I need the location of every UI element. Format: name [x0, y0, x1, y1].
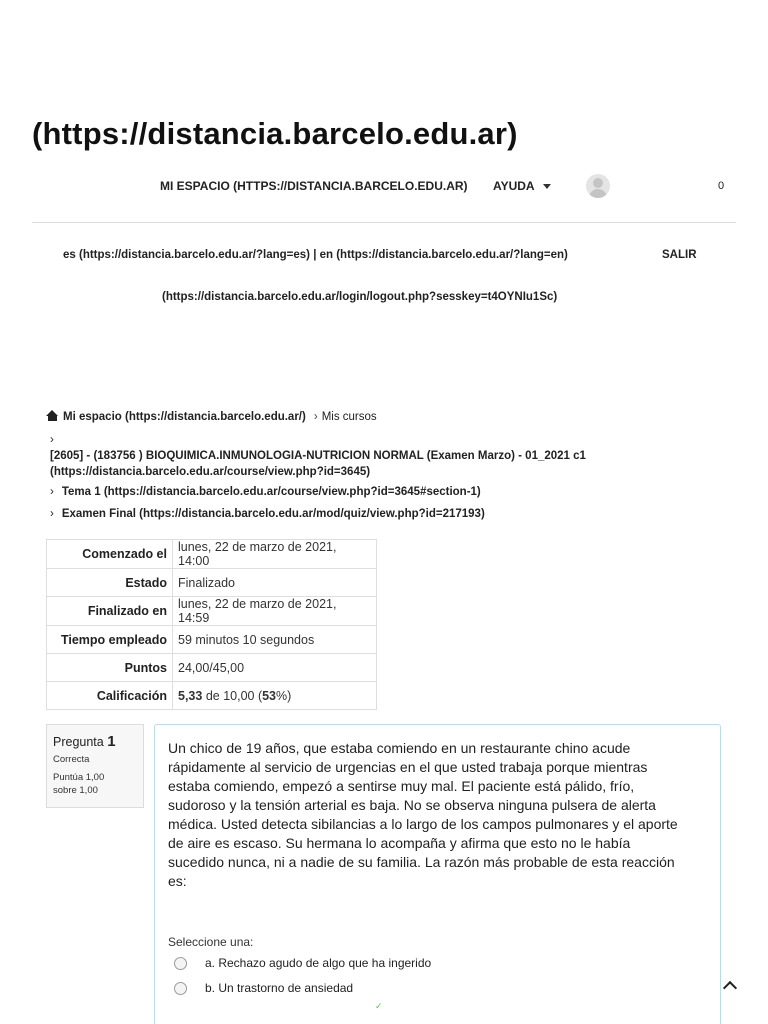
- table-row: [47, 654, 377, 682]
- summary-label: Tiempo empleado: [47, 626, 173, 654]
- nav-ayuda-label: AYUDA: [493, 179, 535, 193]
- breadcrumb-mis-cursos[interactable]: Mis cursos: [321, 411, 377, 423]
- question-grade: [53, 771, 137, 797]
- header-divider: [32, 222, 736, 223]
- logout-url[interactable]: (https://distancia.barcelo.edu.ar/login/logout.php?sesskey=t4OYNIu1Sc): [162, 291, 558, 303]
- table-row: [47, 626, 377, 654]
- caret-down-icon: [543, 184, 551, 189]
- radio-button[interactable]: [174, 957, 187, 970]
- option-label: b. Un trastorno de ansiedad: [205, 981, 354, 995]
- breadcrumb-examen-link[interactable]: Examen Final (https://distancia.barcelo.edu.ar/mod/quiz/view.php?id=217193): [61, 508, 485, 520]
- question-number: [53, 733, 137, 750]
- chevron-right-icon: ›: [50, 508, 54, 520]
- lang-es-link[interactable]: es (https://distancia.barcelo.edu.ar/?lang=es): [63, 249, 310, 261]
- table-row: [47, 569, 377, 597]
- radio-button[interactable]: [174, 982, 187, 995]
- question-text: Un chico de 19 años, que estaba comiendo en un restaurante chino acude rápidamente al servicio de urgencias en el que usted trabaja porque mientras estaba comiendo, empezó a sentirse muy mal. El paciente está pálido, frío, sudoroso y la tensión arterial es baja. No se observa ninguna pulsera de alerta médica. Usted detecta sibilancias a lo largo de los campos pulmonares y el aporte de aire es escaso. Su hermana lo acompaña y afirma que esto no le había sucedido nunca, ni a nadie de su familia. La razón más probable de esta reacción es:: [168, 740, 678, 889]
- site-title[interactable]: (https://distancia.barcelo.edu.ar): [32, 116, 518, 151]
- quiz-summary-table: [46, 539, 377, 710]
- option-label: a. Rechazo agudo de algo que ha ingerido: [205, 956, 432, 970]
- question-number-value: 1: [107, 733, 116, 750]
- breadcrumb-home-link[interactable]: Mi espacio (https://distancia.barcelo.edu.ar/): [63, 411, 306, 423]
- summary-value: Finalizado: [173, 569, 377, 597]
- summary-label: Finalizado en: [47, 597, 173, 626]
- summary-value: lunes, 22 de marzo de 2021, 14:59: [173, 597, 377, 626]
- question-content: [154, 724, 721, 1024]
- check-icon: ✓: [375, 1001, 383, 1011]
- chevron-right-icon: ›: [313, 411, 318, 423]
- grade-mid: de 10,00 (: [202, 688, 263, 703]
- chevron-up-icon: [723, 981, 737, 995]
- lang-en-link[interactable]: en (https://distancia.barcelo.edu.ar/?lang=en): [319, 249, 568, 261]
- answer-prompt: Seleccione una:: [168, 935, 254, 949]
- breadcrumb-tema-link[interactable]: Tema 1 (https://distancia.barcelo.edu.ar/course/view.php?id=3645#section-1): [61, 486, 481, 498]
- logout-link[interactable]: SALIR: [662, 249, 697, 261]
- table-row: [47, 540, 377, 569]
- grade-percent: 53: [262, 688, 277, 703]
- home-icon: [46, 410, 59, 421]
- grade-score: 5,33: [178, 688, 203, 703]
- course-name: [2605] - (183756 ) BIOQUIMICA.INMUNOLOGIA-NUTRICION NORMAL (Examen Marzo) - 01_2021 c1: [50, 450, 586, 462]
- summary-value: 24,00/45,00: [173, 654, 377, 682]
- chevron-right-icon: ›: [50, 434, 54, 446]
- notification-count[interactable]: 0: [718, 180, 725, 192]
- user-avatar-icon[interactable]: [586, 174, 610, 198]
- nav-mi-espacio-link[interactable]: MI ESPACIO (HTTPS://DISTANCIA.BARCELO.EDU.AR): [160, 179, 468, 193]
- grade-line-1: Puntúa 1,00: [53, 772, 105, 783]
- breadcrumb-course-link[interactable]: [50, 448, 586, 480]
- question-info-box: [46, 724, 144, 808]
- chevron-right-icon: ›: [50, 486, 54, 498]
- summary-label: Estado: [47, 569, 173, 597]
- grade-line-2: sobre 1,00: [53, 785, 98, 796]
- summary-value: 59 minutos 10 segundos: [173, 626, 377, 654]
- table-row: [47, 682, 377, 710]
- grade-end: %): [276, 688, 292, 703]
- summary-label: Comenzado el: [47, 540, 173, 569]
- answer-option-a[interactable]: [174, 956, 431, 970]
- answer-option-b[interactable]: [174, 981, 353, 995]
- summary-label: Calificación: [47, 682, 173, 710]
- course-url: (https://distancia.barcelo.edu.ar/course/view.php?id=3645): [50, 466, 371, 478]
- language-switcher: [63, 249, 568, 261]
- question-label: Pregunta: [53, 735, 104, 749]
- top-navigation: [0, 176, 768, 198]
- lang-separator: |: [310, 249, 320, 261]
- summary-value: lunes, 22 de marzo de 2021, 14:00: [173, 540, 377, 569]
- table-row: [47, 597, 377, 626]
- nav-ayuda-dropdown[interactable]: [493, 179, 551, 193]
- summary-value: [173, 682, 377, 710]
- back-to-top-button[interactable]: [720, 976, 740, 996]
- question-state: Correcta: [53, 754, 90, 765]
- summary-label: Puntos: [47, 654, 173, 682]
